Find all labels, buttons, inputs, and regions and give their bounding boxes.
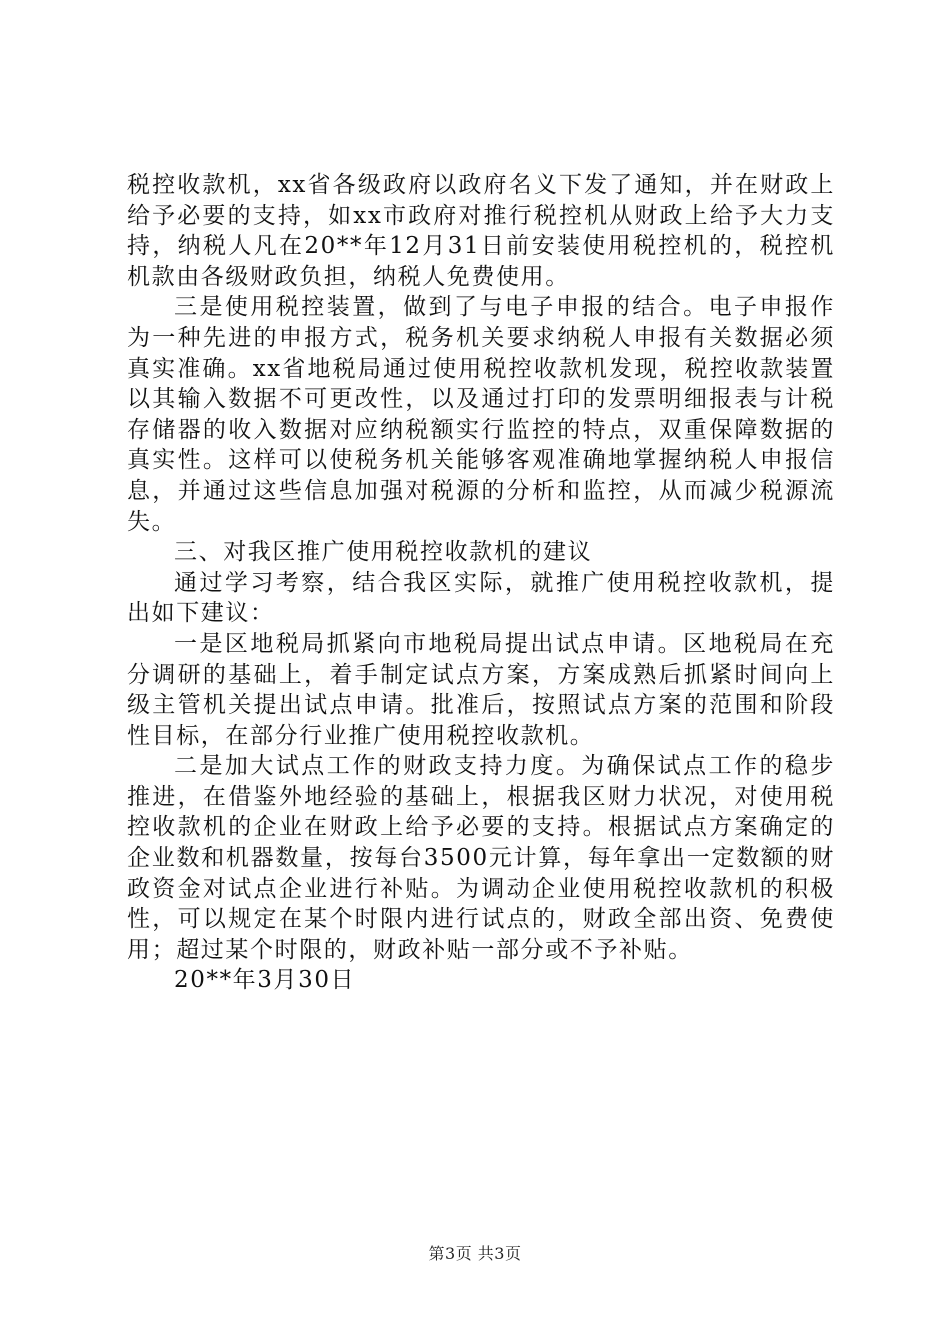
paragraph: 三是使用税控装置，做到了与电子申报的结合。电子申报作为一种先进的申报方式，税务机关要求纳税人申报有关数据必须真实准确。xx省地税局通过使用税控收款机发现，税控收款装置以其输入数据不可更改性，以及通过打印的发票明细报表与计税存储器的收入数据对应纳税额实行监控的特点，双重保障数据的真实性。这样可以使税务机关能够客观准确地掌握纳税人申报信息，并通过这些信息加强对税源的分析和监控，从而减少税源流失。: [127, 294, 835, 535]
paragraph: 通过学习考察，结合我区实际，就推广使用税控收款机，提出如下建议：: [127, 569, 835, 627]
paragraph: 税控收款机，xx省各级政府以政府名义下发了通知，并在财政上给予必要的支持，如xx市政府对推行税控机从财政上给予大力支持，纳税人凡在20**年12月31日前安装使用税控机的，税控机机款由各级财政负担，纳税人免费使用。: [127, 172, 835, 290]
paragraph: 一是区地税局抓紧向市地税局提出试点申请。区地税局在充分调研的基础上，着手制定试点方案，方案成熟后抓紧时间向上级主管机关提出试点申请。批准后，按照试点方案的范围和阶段性目标，在部分行业推广使用税控收款机。: [127, 630, 835, 749]
document-body: [127, 170, 835, 996]
page-footer: 第3页 共3页: [428, 1244, 522, 1263]
document-date: 20**年3月30日: [174, 967, 356, 994]
section-heading: 三、对我区推广使用税控收款机的建议: [174, 539, 593, 566]
paragraph: 二是加大试点工作的财政支持力度。为确保试点工作的稳步推进，在借鉴外地经验的基础上，根据我区财力状况，对使用税控收款机的企业在财政上给予必要的支持。根据试点方案确定的企业数和机器数量，按每台3500元计算，每年拿出一定数额的财政资金对试点企业进行补贴。为调动企业使用税控收款机的积极性，可以规定在某个时限内进行试点的，财政全部出资、免费使用；超过某个时限的，财政补贴一部分或不予补贴。: [127, 753, 835, 963]
